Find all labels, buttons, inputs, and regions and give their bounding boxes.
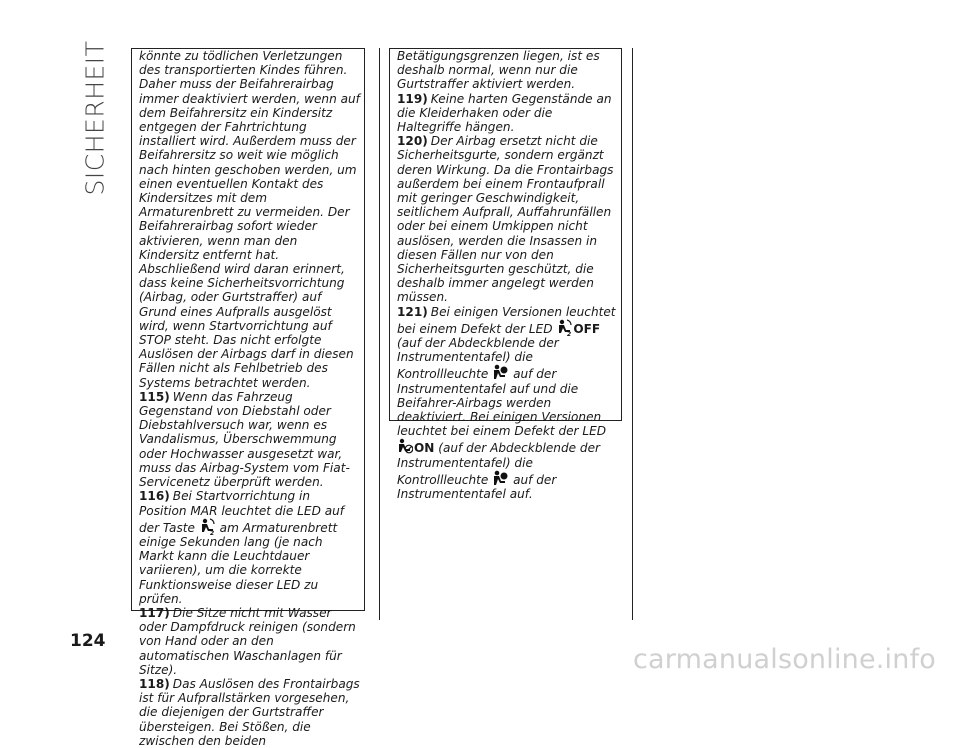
column-divider-right [632, 48, 633, 620]
passenger-airbag-on-icon [398, 438, 413, 455]
note-119: 119) Keine harten Gegenstände an die Kleiderhaken oder die Haltegriffe hängen. [397, 91, 612, 135]
column-divider-left [379, 48, 380, 620]
page-number: 124 [70, 631, 106, 651]
airbag-warning-icon [493, 364, 508, 381]
note-120: 120) Der Airbag ersetzt nicht die Sicherheitsgurte, sondern ergänzt deren Wirkung. Da die Frontairbags außerdem bei einem Frontaufprall mit geringer Geschwindigkeit, seitlichem Aufprall, Auffahrunfällen oder bei einem Umkippen nicht auslösen, werden die Insassen in diesen Fällen nur von den Sicherheitsgurten geschützt, die deshalb immer angelegt werden müssen. [397, 134, 614, 305]
passenger-airbag-off-icon [557, 319, 572, 336]
svg-text:2: 2 [209, 529, 214, 535]
watermark: carmanualsonline.info [633, 644, 936, 675]
on-label: ON [414, 441, 435, 456]
off-label: OFF [573, 321, 601, 336]
note-118: 118) Das Auslösen des Frontairbags ist für Aufprallstärken vorgesehen, die diejenigen der Gurtstraffer übersteigen. Bei Stößen, die zwischen den beiden [139, 676, 360, 748]
note-117: 117) Die Sitze nicht mit Wasser oder Dampfdruck reinigen (sondern von Hand oder an den automatischen Waschanlagen für Sitze). [139, 605, 356, 677]
section-title [70, 40, 120, 196]
passenger-airbag-off-icon [200, 518, 215, 535]
note-116: 116) Bei Startvorrichtung in Position MAR leuchtet die LED auf der Taste 2 am Armaturenbrett einige Sekunden lang (je nach Markt kann die Leuchtdauer variieren), um die korrekte Funktionsweise dieser LED zu prüfen. [139, 489, 345, 606]
section-title-text: SICHERHEIT [80, 40, 110, 196]
warning-notes-right [389, 48, 622, 502]
note-intro-right: Betätigungsgrenzen liegen, ist es deshalb normal, wenn nur die Gurtstraffer aktiviert werden. [397, 49, 600, 92]
note-121: 121) Bei einigen Versionen leuchtet bei einem Defekt der LED 2 OFF (auf der Abdeckblende der Instrumententafel) die Kontrollleuchte auf der Instrumententafel auf und die Beifahrer-Airbags werden deaktiviert. Bei einigen Versionen leuchtet bei einem Defekt der LED ON (auf der Abdeckblende der Instrumententafel) die Kontrollleuchte auf der Instrumententafel auf. [397, 304, 616, 502]
svg-text:2: 2 [567, 330, 572, 336]
warning-notes-left [131, 48, 365, 748]
note-intro-left: könnte zu tödlichen Verletzungen des transportierten Kindes führen. Daher muss der Beifahrerairbag immer deaktiviert werden, wenn auf dem Beifahrersitz ein Kindersitz entgegen der Fahrtrichtung installiert wird. Außerdem muss der Beifahrersitz so weit wie möglich nach hinten geschoben werden, um einen eventuellen Kontakt des Kindersitzes mit dem Armaturenbrett zu vermeiden. Der Beifahrerairbag sofort wieder aktivieren, wenn man den Kindersitz entfernt hat. Abschließend wird daran erinnert, dass keine Sicherheitsvorrichtung (Airbag, oder Gurtstraffer) auf Grund eines Aufpralls ausgelöst wird, wenn Startvorrichtung auf STOP steht. Das nicht erfolgte Auslösen der Airbags darf in diesen Fällen nicht als Fehlbetrieb des Systems betrachtet werden. [139, 49, 360, 390]
note-115: 115) Wenn das Fahrzeug Gegenstand von Diebstahl oder Diebstahlversuch war, wenn es Vandalismus, Überschwemmung oder Hochwasser ausgesetzt war, muss das Airbag-System vom Fiat-Servicenetz überprüft werden. [139, 389, 350, 490]
airbag-warning-icon [493, 470, 508, 487]
